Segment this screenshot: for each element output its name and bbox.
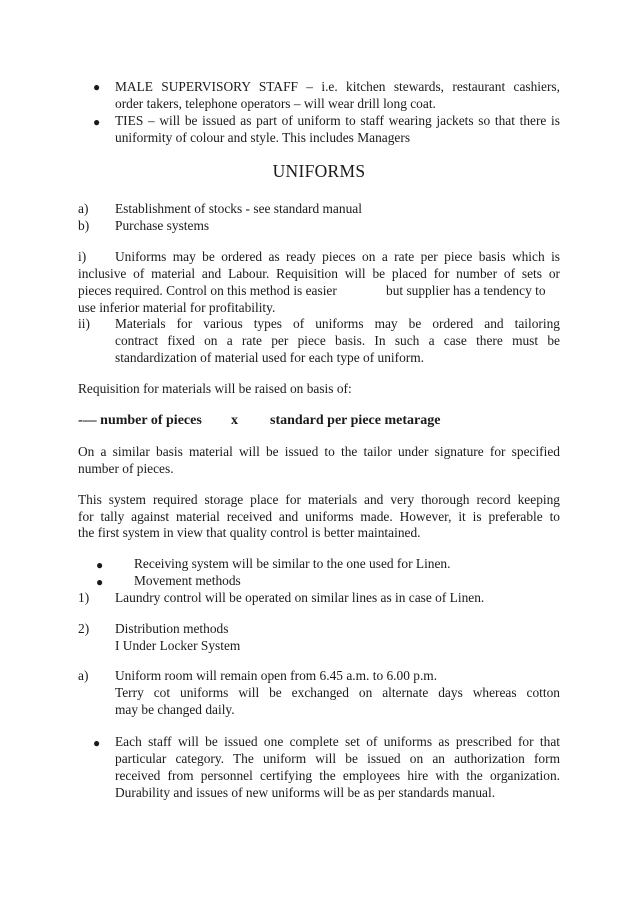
list-marker: i)	[78, 249, 87, 264]
list-item: Laundry control will be operated on similar lines as in case of Linen.	[115, 590, 485, 605]
list-item: Distribution methods	[115, 621, 229, 636]
bullet-line: Durability and issues of new uniforms will be as per standards manual.	[115, 785, 496, 800]
paragraph-line: Uniforms may be ordered as ready pieces on a rate per piece basis which is	[115, 249, 560, 264]
paragraph-line: On a similar basis material will be issued to the tailor under signature for specified	[78, 444, 560, 459]
list-item: Uniform room will remain open from 6.45 a.m. to 6.00 p.m.	[115, 668, 438, 683]
bullet-dot-icon: ●	[96, 558, 104, 572]
paragraph-line: This system required storage place for materials and very thorough record keeping	[78, 492, 560, 507]
bullet-line: uniformity of colour and style. This includes Managers	[115, 130, 411, 145]
list-marker: a)	[78, 668, 89, 683]
list-marker: 1)	[78, 590, 90, 605]
paragraph-line: for tally against material received and uniforms made. However, it is preferable to	[78, 509, 560, 524]
bullet-line: Each staff will be issued one complete set of uniforms as prescribed for that	[115, 734, 560, 749]
bullet-line: MALE SUPERVISORY STAFF – i.e. kitchen stewards, restaurant cashiers,	[115, 79, 560, 94]
list-item: may be changed daily.	[115, 702, 235, 717]
paragraph-line: inclusive of material and Labour. Requisition will be placed for number of sets or	[78, 266, 560, 281]
bullet-line: order takers, telephone operators – will wear drill long coat.	[115, 96, 436, 111]
paragraph-line: use inferior material for profitability.	[78, 300, 276, 315]
paragraph-line: Materials for various types of uniforms may be ordered and tailoring	[115, 316, 560, 331]
paragraph-line: standardization of material used for each type of uniform.	[115, 350, 424, 365]
formula-operator: x	[231, 413, 238, 428]
bullet-dot-icon: ●	[93, 80, 101, 94]
bullet-dot-icon: ●	[96, 575, 104, 589]
bullet-dot-icon: ●	[93, 736, 101, 750]
list-item: Terry cot uniforms will be exchanged on alternate days whereas cotton	[115, 685, 560, 700]
list-item: Establishment of stocks - see standard manual	[115, 201, 362, 216]
bullet-dot-icon: ●	[93, 115, 101, 129]
list-marker: ii)	[78, 316, 90, 331]
list-marker: 2)	[78, 621, 90, 636]
bullet-line: TIES – will be issued as part of uniform to staff wearing jackets so that there is	[115, 113, 560, 128]
bullet-line: Movement methods	[134, 573, 241, 588]
paragraph-line: the first system in view that quality control is better maintained.	[78, 525, 421, 540]
paragraph-line: contract fixed on a rate per piece basis. In such a case there must be	[115, 333, 560, 348]
paragraph-line: number of pieces.	[78, 461, 174, 476]
list-item: Purchase systems	[115, 218, 210, 233]
list-item: I Under Locker System	[115, 638, 241, 653]
formula-right: standard per piece metarage	[270, 413, 441, 428]
bullet-line: Receiving system will be similar to the one used for Linen.	[134, 556, 451, 571]
section-title: UNIFORMS	[272, 161, 366, 181]
paragraph-line: pieces required. Control on this method is easier	[78, 283, 337, 298]
list-marker: a)	[78, 201, 89, 216]
bullet-line: received from personnel certifying the employees hire with the organization.	[115, 768, 560, 783]
formula-left: -— number of pieces	[78, 413, 202, 428]
paragraph-line: but supplier has a tendency to	[386, 283, 546, 298]
list-marker: b)	[78, 218, 90, 233]
bullet-line: particular category. The uniform will be issued on an authorization form	[115, 751, 560, 766]
paragraph-line: Requisition for materials will be raised on basis of:	[78, 381, 352, 396]
